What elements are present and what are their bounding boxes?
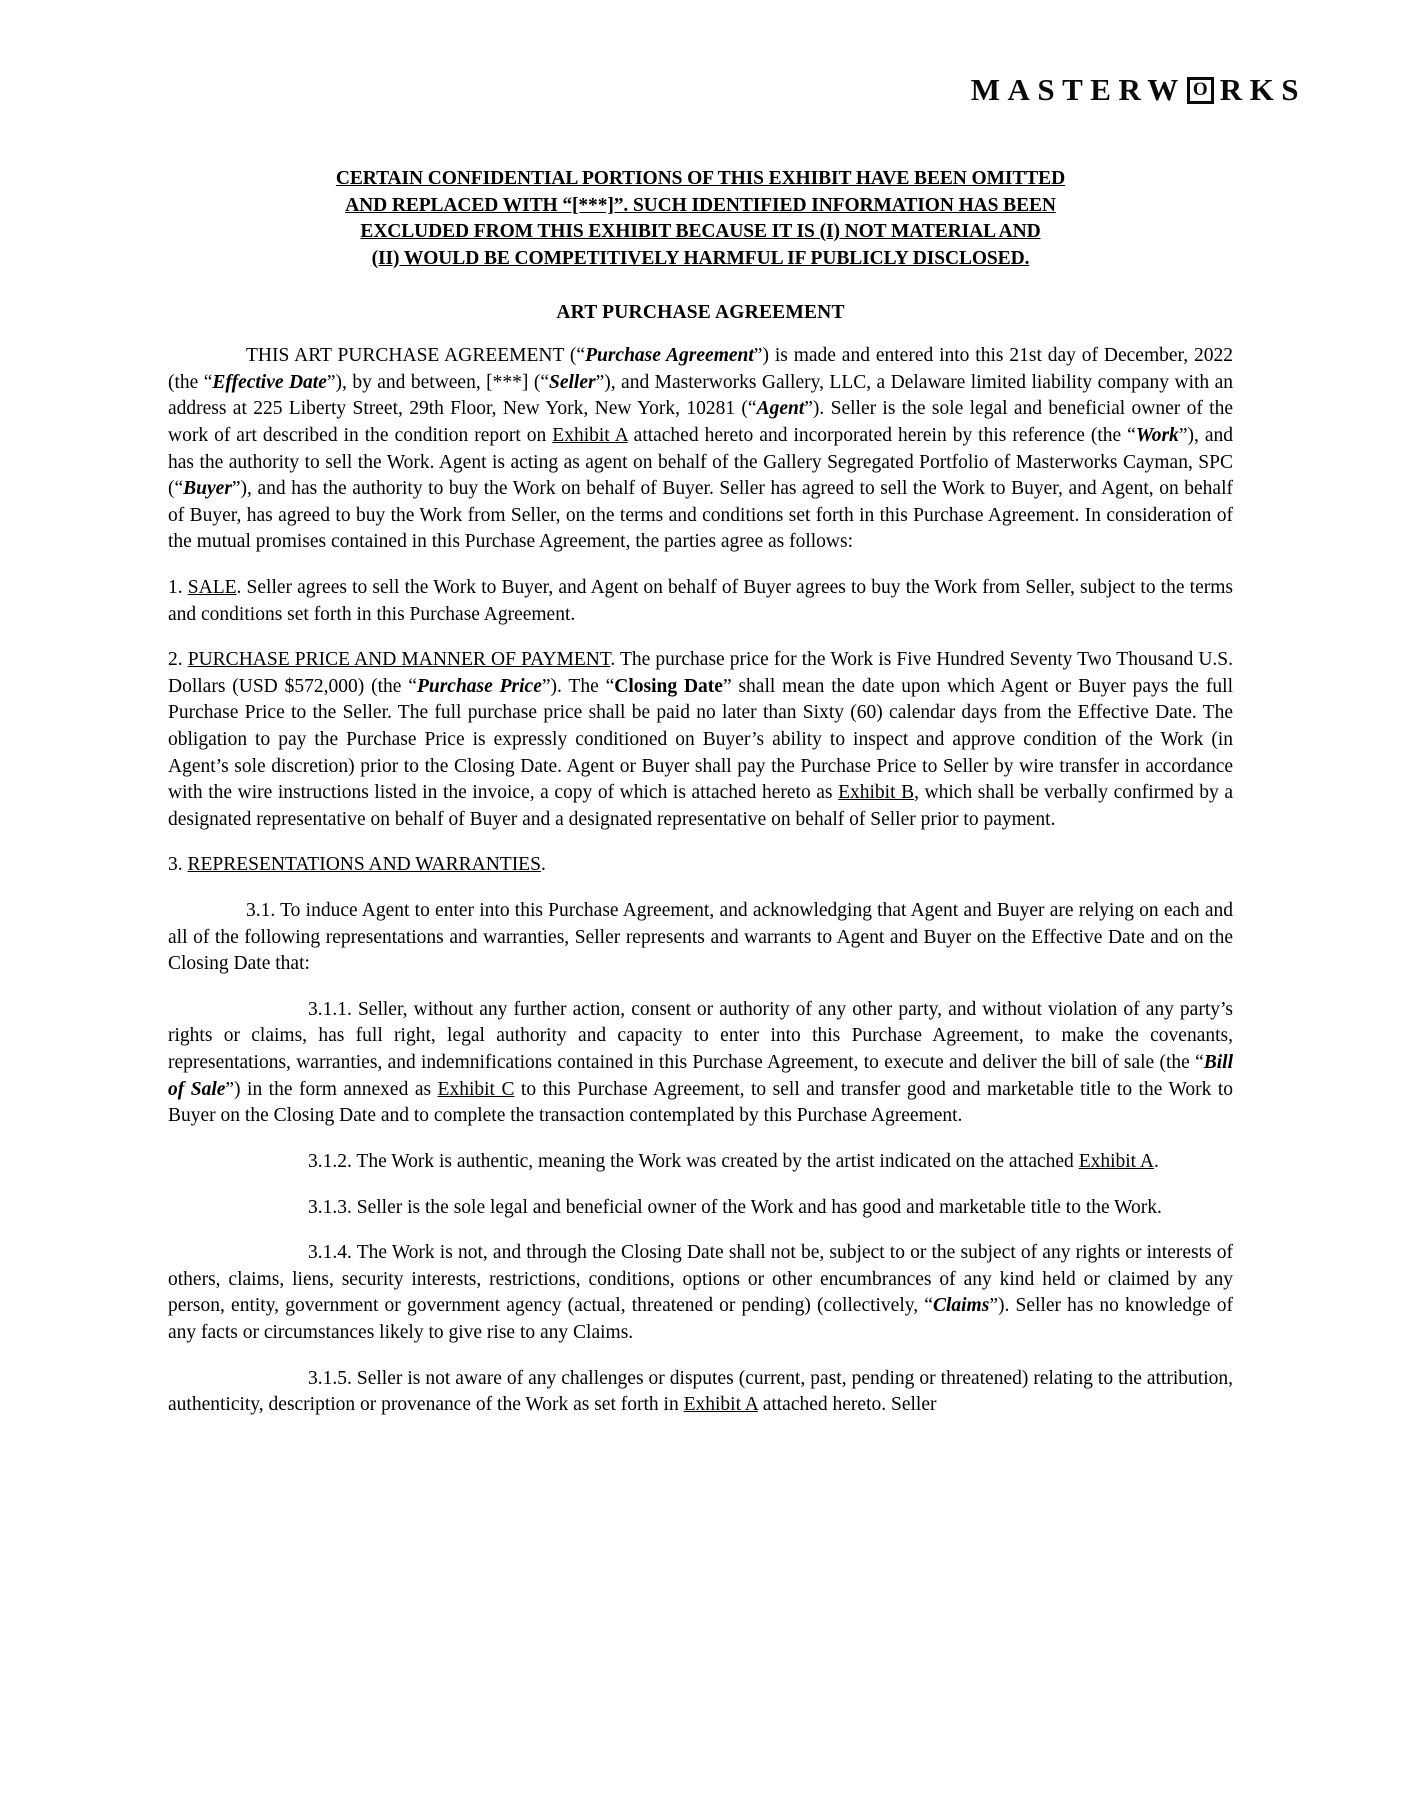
section-3-1-1	[168, 997, 1233, 1130]
section-2-text-3: ” shall mean the date upon which Agent or Buyer pays the full Purchase Price to the Seller. The full purchase price shall be paid no later than Sixty (60) calendar days from the Effective Date. The obligation to pay the Purchase Price is expressly conditioned on Buyer’s ability to inspect and approve condition of the Work (in Agent’s sole discretion) prior to the Closing Date. Agent or Buyer shall pay the Purchase Price to Seller by wire transfer in accordance with the wire instructions listed in the invoice, a copy of which is attached hereto as	[168, 675, 1234, 804]
preamble-text-1: THIS ART PURCHASE AGREEMENT (“	[246, 345, 586, 367]
section-2-text-4: , which shall be verbally confirmed by a designated representative on behalf of Buyer and a designated representative on behalf of Seller prior to payment.	[168, 782, 1233, 830]
section-1-sale	[168, 575, 1233, 628]
section-3-1-1-term-bill-of-sale: Bill of Sale	[168, 1052, 1233, 1100]
preamble-text-4: ”), and Masterworks Gallery, LLC, a Delaware limited liability company with an address at 225 Liberty Street, 29th Floor, New York, New York, 10281 (“	[168, 371, 1233, 420]
logo-boxed-o-icon: O	[1187, 77, 1214, 104]
section-3-1-4-number: 3.1.4.	[308, 1242, 357, 1264]
section-2-text-1: . The purchase price for the Work is Five Hundred Seventy Two Thousand U.S. Dollars (USD $572,000) (the “	[168, 649, 1234, 697]
section-3-1-3-text-1: Seller is the sole legal and beneficial owner of the Work and has good and marketable title to the Work.	[356, 1196, 1162, 1218]
section-2-term-closing-date: Closing Date	[614, 675, 723, 697]
section-3-1-number: 3.1.	[246, 900, 281, 922]
section-3-1-1-link-exhibit-c: Exhibit C	[437, 1078, 515, 1100]
section-2-heading: PURCHASE PRICE AND MANNER OF PAYMENT	[187, 649, 611, 671]
section-3-1-5-text-2: attached hereto. Seller	[757, 1394, 937, 1416]
section-3-1-2-text-2: .	[1153, 1150, 1159, 1172]
section-3-1-2	[168, 1149, 1233, 1176]
section-3-heading-row	[168, 852, 1233, 879]
section-2-number: 2.	[168, 649, 188, 671]
section-3-1-1-text-2: ”) in the form annexed as	[225, 1078, 438, 1100]
preamble-text-6: attached hereto and incorporated herein by this reference (the “	[627, 424, 1136, 446]
preamble-term-effective-date: Effective Date	[212, 371, 327, 393]
preamble-text-5: ”). Seller is the sole legal and beneficial owner of the work of art described in the condition report on	[168, 398, 1233, 446]
section-1-heading: SALE	[187, 576, 237, 598]
preamble-term-buyer: Buyer	[183, 478, 232, 500]
confidential-line-2: AND REPLACED WITH “[***]”. SUCH IDENTIFIED INFORMATION HAS BEEN	[345, 194, 1056, 216]
confidential-notice	[168, 166, 1233, 272]
section-1-number: 1.	[168, 576, 188, 598]
confidential-line-4: (II) WOULD BE COMPETITIVELY HARMFUL IF PUBLICLY DISCLOSED.	[371, 247, 1030, 269]
section-3-1-1-text-1: Seller, without any further action, consent or authority of any other party, and without violation of any party’s rights or claims, has full right, legal authority and capacity to enter into this Purchase Agreement, to make the covenants, representations, warranties, and indemnifications contained in this Purchase Agreement, to execute and deliver the bill of sale (the “	[168, 998, 1233, 1074]
section-2-link-exhibit-b: Exhibit B	[838, 782, 915, 804]
section-3-1-3-number: 3.1.3.	[308, 1196, 357, 1218]
section-3-1-2-link-exhibit-a: Exhibit A	[1078, 1150, 1154, 1172]
section-3-1	[168, 898, 1233, 978]
logo-text-part2: RKS	[1219, 72, 1306, 107]
preamble-term-work: Work	[1135, 424, 1179, 446]
section-3-1-1-number: 3.1.1.	[308, 998, 358, 1020]
section-2-term-purchase-price: Purchase Price	[416, 675, 542, 697]
preamble-text-2: ”) is made and entered into this 21st day of December, 2022 (the “	[168, 345, 1233, 393]
section-3-1-4-text-2: ”). Seller has no knowledge of any facts or circumstances likely to give rise to any Claims.	[168, 1295, 1233, 1343]
section-3-1-2-text-1: The Work is authentic, meaning the Work was created by the artist indicated on the attached	[356, 1150, 1079, 1172]
document-body	[0, 166, 1401, 1419]
page-title: ART PURCHASE AGREEMENT	[556, 302, 845, 324]
logo-text-part1: MASTERW	[970, 72, 1186, 107]
section-3-1-4-text-1: The Work is not, and through the Closing Date shall not be, subject to or the subject of any rights or interests of others, claims, liens, security interests, restrictions, conditions, options or other encumbrances of any kind held or claimed by any person, entity, government or government agency (actual, threatened or pending) (collectively, “	[168, 1242, 1233, 1317]
preamble-text-3: ”), by and between, [***] (“	[326, 371, 549, 393]
section-3-1-body: To induce Agent to enter into this Purchase Agreement, and acknowledging that Agent and Buyer are relying on each and all of the following representations and warranties, Seller represents and warrants to Agent and Buyer on the Effective Date and on the Closing Date that:	[168, 900, 1233, 975]
section-3-1-4	[168, 1240, 1233, 1346]
section-3-1-3	[168, 1195, 1233, 1222]
preamble-term-seller: Seller	[548, 371, 596, 393]
section-3-1-5-link-exhibit-a: Exhibit A	[683, 1394, 758, 1416]
masterworks-logo	[0, 0, 1401, 108]
preamble-text-8: ”), and has the authority to buy the Work on behalf of Buyer. Seller has agreed to sell the Work to Buyer, and Agent, on behalf of Buyer, has agreed to buy the Work from Seller, on the terms and conditions set forth in this Purchase Agreement. In consideration of the mutual promises contained in this Purchase Agreement, the parties agree as follows:	[168, 478, 1233, 553]
confidential-line-1: CERTAIN CONFIDENTIAL PORTIONS OF THIS EXHIBIT HAVE BEEN OMITTED	[335, 168, 1066, 189]
section-3-1-4-term-claims: Claims	[932, 1295, 990, 1317]
preamble-link-exhibit-a: Exhibit A	[552, 424, 628, 446]
logo-wordmark	[971, 72, 1306, 108]
section-3-1-5-text-1: Seller is not aware of any challenges or disputes (current, past, pending or threatened) relating to the attribution, authenticity, description or provenance of the Work as set forth in	[168, 1367, 1234, 1416]
section-1-body: . Seller agrees to sell the Work to Buyer, and Agent on behalf of Buyer agrees to buy the Work from Seller, subject to the terms and conditions set forth in this Purchase Agreement.	[168, 576, 1233, 625]
section-3-1-5-number: 3.1.5.	[308, 1367, 357, 1389]
section-3-1-5	[168, 1366, 1233, 1419]
section-3-number: 3.	[168, 854, 188, 876]
preamble-text-7: ”), and has the authority to sell the Work. Agent is acting as agent on behalf of the Gallery Segregated Portfolio of Masterworks Cayman, SPC (“	[168, 424, 1233, 500]
section-3-heading: REPRESENTATIONS AND WARRANTIES	[187, 854, 541, 876]
section-3-1-1-text-3: to this Purchase Agreement, to sell and transfer good and marketable title to the Work to Buyer on the Closing Date and to complete the transaction contemplated by this Purchase Agreement.	[168, 1078, 1233, 1127]
section-2-purchase-price	[168, 647, 1233, 833]
section-3-period: .	[540, 854, 546, 876]
preamble-term-purchase-agreement: Purchase Agreement	[585, 345, 754, 367]
confidential-line-3: EXCLUDED FROM THIS EXHIBIT BECAUSE IT IS (I) NOT MATERIAL AND	[360, 221, 1041, 243]
section-3-1-2-number: 3.1.2.	[308, 1150, 357, 1172]
preamble-term-agent: Agent	[756, 398, 805, 420]
section-2-text-2: ”). The “	[541, 675, 615, 697]
preamble-paragraph	[168, 343, 1233, 556]
